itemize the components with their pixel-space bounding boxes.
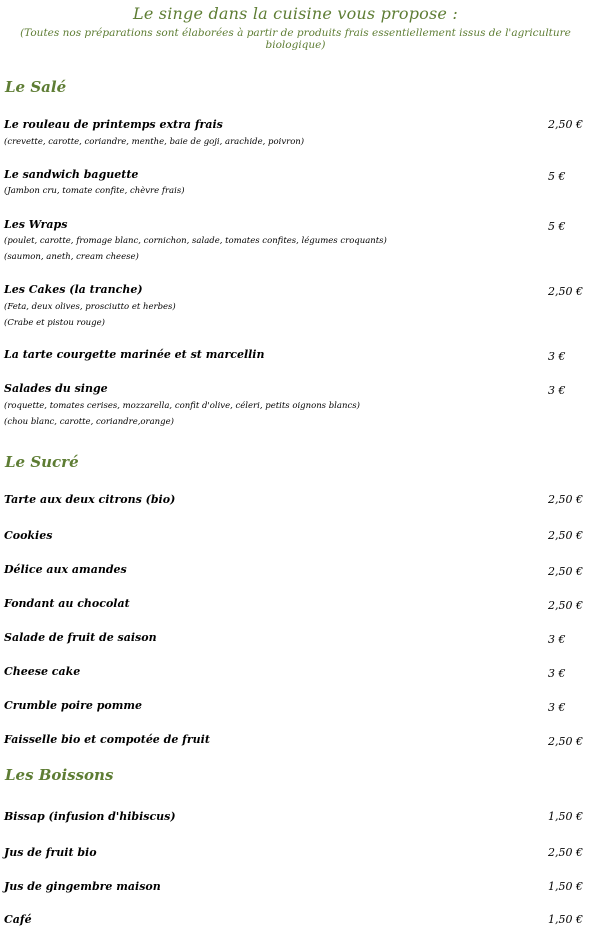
section-heading-sucre: Le Sucré bbox=[5, 453, 79, 471]
item-description: (crevette, carotte, coriandre, menthe, baie de goji, arachide, poivron) bbox=[4, 137, 305, 147]
item-name: Tarte aux deux citrons (bio) bbox=[4, 493, 176, 506]
item-name: Bissap (infusion d'hibiscus) bbox=[4, 810, 176, 823]
item-price: 2,50 € bbox=[548, 493, 583, 506]
item-name: Salade de fruit de saison bbox=[4, 631, 157, 644]
item-name: Les Wraps bbox=[4, 218, 68, 231]
menu-subtitle: (Toutes nos préparations sont élaborées à partir de produits frais essentiellement issus de l'agriculture biologique) bbox=[20, 27, 571, 51]
item-price: 3 € bbox=[548, 667, 566, 680]
item-price: 1,50 € bbox=[548, 880, 583, 893]
item-name: Le rouleau de printemps extra frais bbox=[4, 118, 223, 131]
item-description: (roquette, tomates cerises, mozzarella, confit d'olive, céleri, petits oignons blancs) bbox=[4, 401, 360, 411]
item-name: Le sandwich baguette bbox=[4, 168, 139, 181]
item-name: Salades du singe bbox=[4, 382, 108, 395]
item-name: Crumble poire pomme bbox=[4, 699, 143, 712]
item-price: 3 € bbox=[548, 633, 566, 646]
item-price: 2,50 € bbox=[548, 735, 583, 748]
item-price: 1,50 € bbox=[548, 913, 583, 926]
item-price: 2,50 € bbox=[548, 846, 583, 859]
section-heading-sale: Le Salé bbox=[5, 78, 67, 96]
item-name: Les Cakes (la tranche) bbox=[4, 283, 143, 296]
item-name: Cheese cake bbox=[4, 665, 81, 678]
item-name: Cookies bbox=[4, 529, 53, 542]
item-description: (Feta, deux olives, prosciutto et herbes) bbox=[4, 302, 176, 312]
item-price: 1,50 € bbox=[548, 810, 583, 823]
item-name: Café bbox=[4, 913, 32, 926]
item-price: 2,50 € bbox=[548, 285, 583, 298]
item-price: 2,50 € bbox=[548, 599, 583, 612]
menu-title: Le singe dans la cuisine vous propose : bbox=[133, 4, 458, 23]
item-description: (Crabe et pistou rouge) bbox=[4, 318, 105, 328]
item-price: 2,50 € bbox=[548, 529, 583, 542]
item-price: 5 € bbox=[548, 170, 566, 183]
item-name: Faisselle bio et compotée de fruit bbox=[4, 733, 210, 746]
item-price: 2,50 € bbox=[548, 118, 583, 131]
item-price: 3 € bbox=[548, 701, 566, 714]
item-price: 3 € bbox=[548, 350, 566, 363]
item-price: 2,50 € bbox=[548, 565, 583, 578]
item-description: (Jambon cru, tomate confite, chèvre frais) bbox=[4, 186, 185, 196]
item-name: Jus de gingembre maison bbox=[4, 880, 161, 893]
item-description: (poulet, carotte, fromage blanc, cornichon, salade, tomates confites, légumes croquants) bbox=[4, 236, 387, 246]
item-name: La tarte courgette marinée et st marcellin bbox=[4, 348, 265, 361]
item-price: 5 € bbox=[548, 220, 566, 233]
item-price: 3 € bbox=[548, 384, 566, 397]
item-name: Délice aux amandes bbox=[4, 563, 127, 576]
item-name: Jus de fruit bio bbox=[4, 846, 97, 859]
item-description: (saumon, aneth, cream cheese) bbox=[4, 252, 139, 262]
item-name: Fondant au chocolat bbox=[4, 597, 130, 610]
item-description: (chou blanc, carotte, coriandre,orange) bbox=[4, 417, 174, 427]
section-heading-boissons: Les Boissons bbox=[5, 766, 114, 784]
